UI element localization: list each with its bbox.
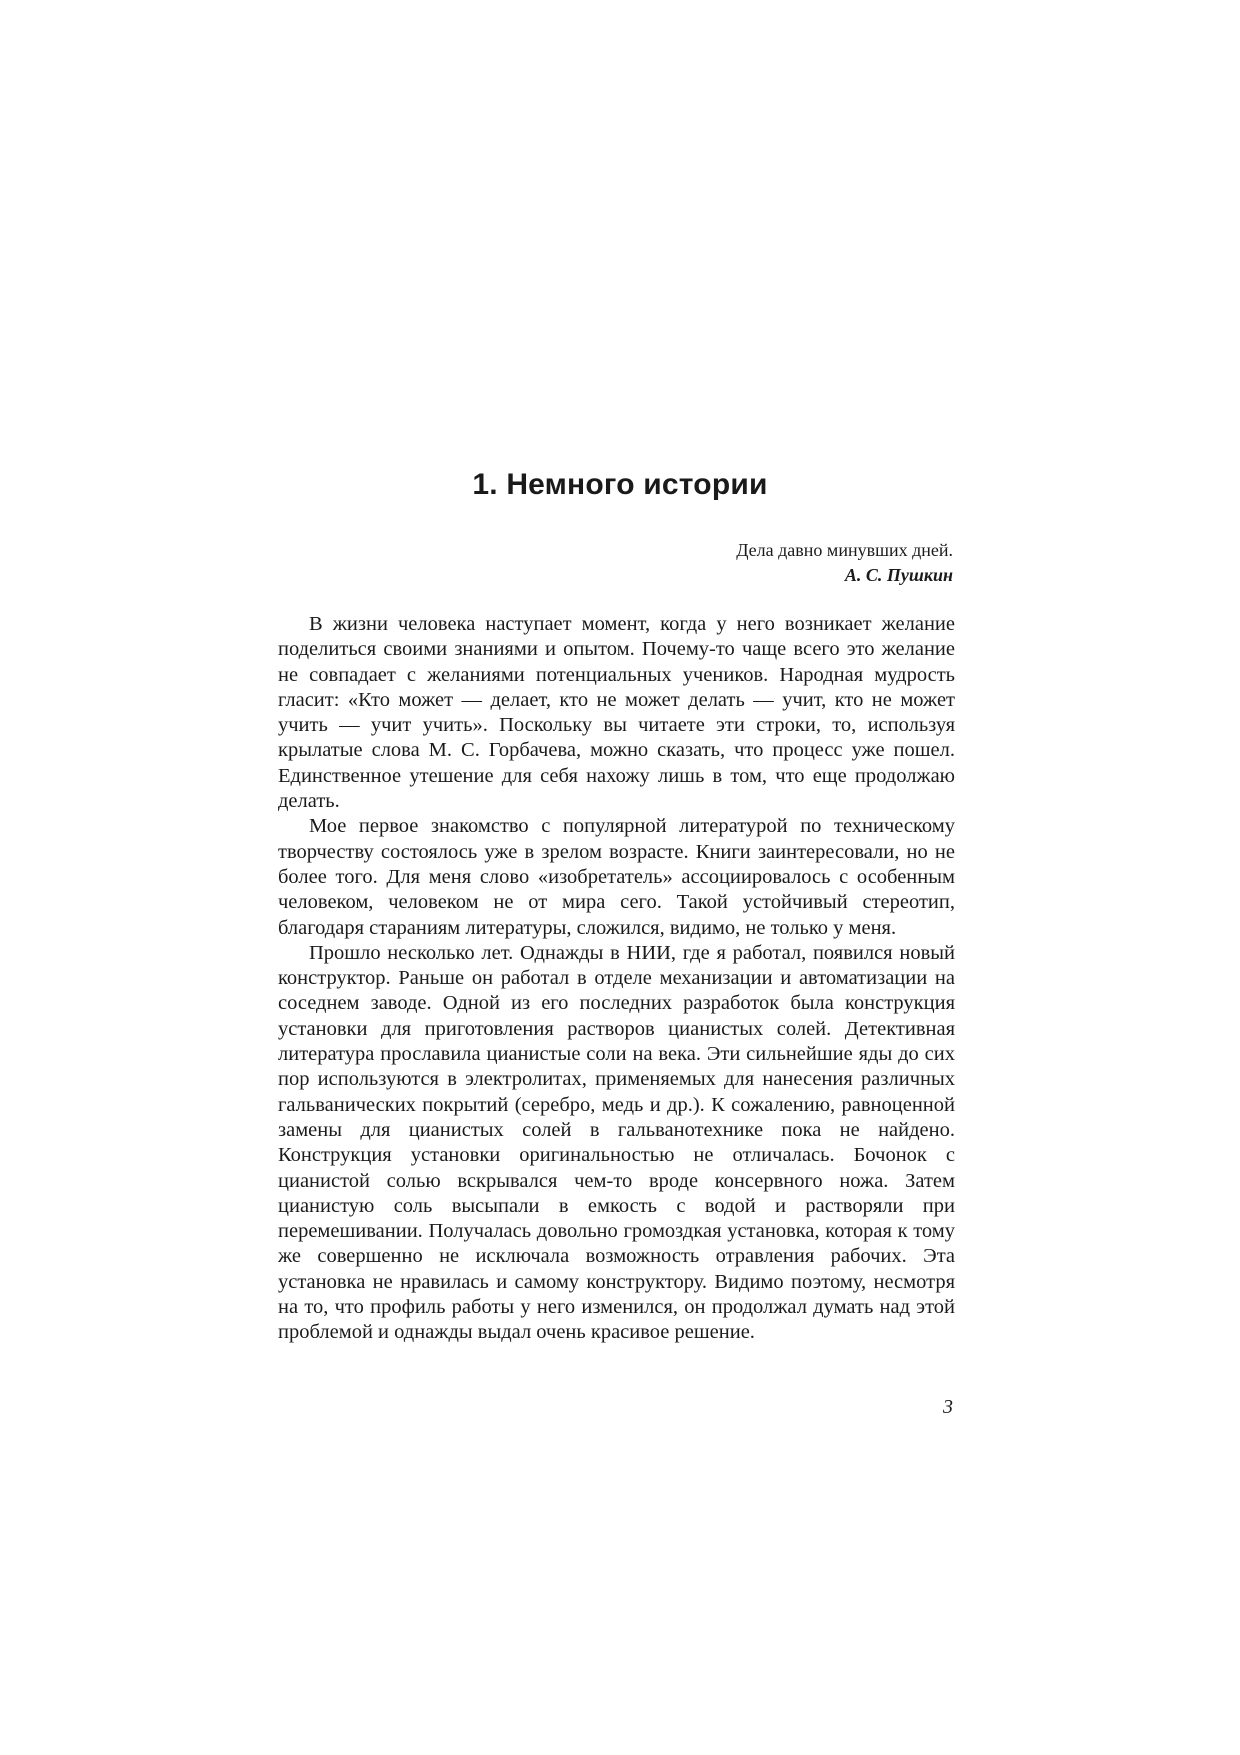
paragraph-3: Прошло несколько лет. Однажды в НИИ, где я работал, появился новый конструктор. Раньше он работал в отделе механизации и автоматизации на соседнем заводе. Одной из его последних разработок была конструкция установки для приготовления растворов цианистых солей. Детективная литература прославила цианистые соли на века. Эти сильнейшие яды до сих пор используются в электролитах, применяемых для нанесения различных гальванических покрытий (серебро, медь и др.). К сожалению, равноценной замены для цианистых солей в гальванотехнике пока не найдено. Конструкция установки оригинальностью не отличалась. Бочонок с цианистой солью вскрывался чем-то вроде консервного ножа. Затем цианистую соль высыпали в емкость с водой и растворяли при перемешивании. Получалась довольно громоздкая установка, которая к тому же совершенно не исключала возможность отравления рабочих. Эта установка не нравилась и самому конструктору. Видимо поэтому, несмотря на то, что профиль работы у него изменился, он продолжал думать над этой проблемой и однажды выдал очень красивое решение. [278,941,955,1344]
epigraph-quote: Дела давно минувших дней. [736,540,953,560]
chapter-title: 1. Немного истории [472,468,768,501]
paragraph-1: В жизни человека наступает момент, когда у него возникает желание поделиться своими знаниями и опытом. Почему-то чаще всего это желание не совпадает с желаниями потенциальных учеников. Народная мудрость гласит: «Кто может — делает, кто не может делать — учит, кто не может учить — учит учить». Поскольку вы читаете эти строки, то, используя крылатые слова М. С. Горбачева, можно сказать, что процесс уже пошел. Единственное утешение для себя нахожу лишь в том, что еще продолжаю делать. [278,613,955,813]
paragraph-2: Мое первое знакомство с популярной литературой по техническому творчеству состоялось уже в зрелом возрасте. Книги заинтересовали, но не более того. Для меня слово «изобретатель» ассоциировалось с особенным человеком, человеком не от мира сего. Такой устойчивый стереотип, благодаря стараниям литературы, сложился, видимо, не только у меня. [278,815,955,939]
epigraph-author: А. С. Пушкин [844,565,953,585]
body-text [278,612,955,1346]
page-number: 3 [943,1396,953,1418]
epigraph [736,538,953,588]
